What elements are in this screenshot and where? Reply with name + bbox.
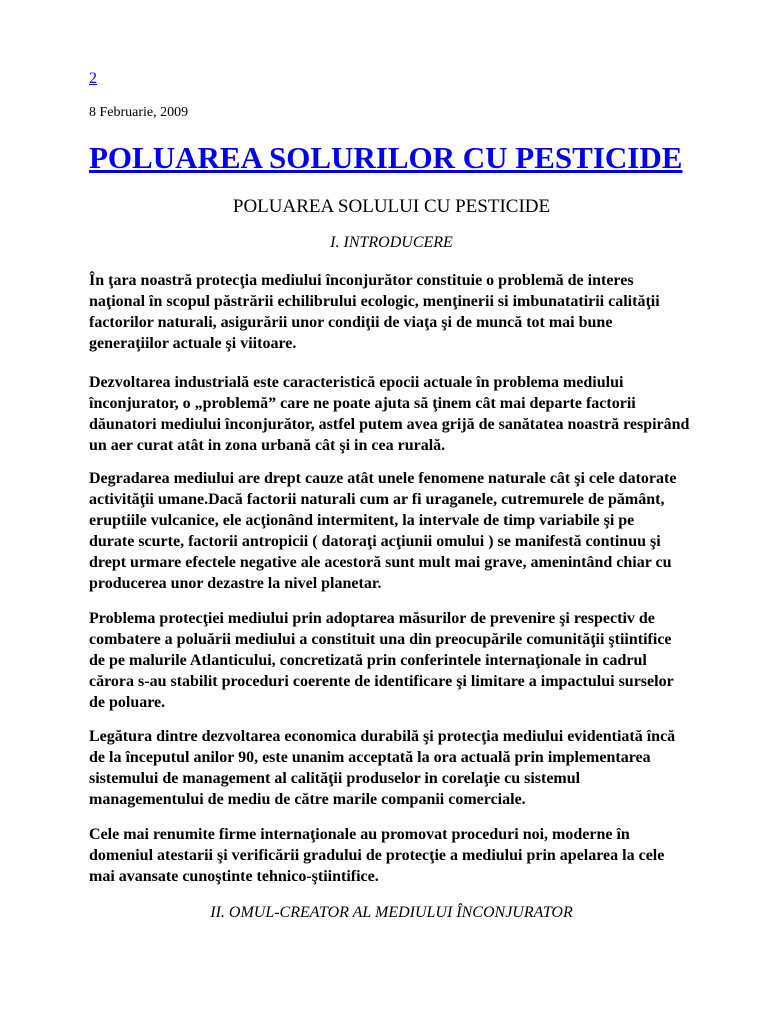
paragraph-5: [89, 726, 729, 810]
page-title[interactable]: POLUAREA SOLURILOR CU PESTICIDE: [89, 140, 683, 175]
paragraph-line: managementului de mediu de către marile companii comerciale.: [89, 791, 526, 808]
paragraph-line: Dezvoltarea industrială este caracteristică epocii actuale în problema mediului: [89, 374, 624, 391]
paragraph-line: domeniul atestarii şi verificării gradului de protecţie a mediului prin apelarea la cele: [89, 847, 665, 864]
section-heading-omul-creator: II. OMUL-CREATOR AL MEDIULUI ÎNCONJURATOR: [210, 904, 573, 921]
paragraph-line: dăunatori mediului înconjurător, astfel putem avea grijă de sanătatea noastră respirând: [89, 416, 690, 433]
paragraph-1: [89, 270, 729, 354]
paragraph-line: generaţiilor actuale şi viitoare.: [89, 335, 297, 352]
paragraph-4: [89, 608, 729, 713]
paragraph-line: Degradarea mediului are drept cauze atât unele fenomene naturale cât şi cele datorate: [89, 470, 677, 487]
paragraph-line: un aer curat atât in zona urbană cât şi in cea rurală.: [89, 437, 446, 454]
paragraph-line: combatere a poluării mediului a constituit una din preocupările comunităţii ştiintifice: [89, 631, 672, 648]
paragraph-6: [89, 824, 729, 887]
paragraph-2: [89, 372, 729, 456]
document-subtitle: POLUAREA SOLULUI CU PESTICIDE: [232, 196, 551, 217]
paragraph-line: sistemului de management al calităţii produselor in corelaţie cu sistemul: [89, 770, 581, 787]
paragraph-line: durate scurte, factorii antropicii ( datoraţi acţiunii omului ) se manifestă continuu şi: [89, 533, 661, 550]
paragraph-line: activităţii umane.Dacă factorii naturali cum ar fi uraganele, cutremurele de pământ,: [89, 491, 665, 508]
paragraph-line: Problema protecţiei mediului prin adoptarea măsurilor de prevenire şi respectiv de: [89, 610, 655, 627]
paragraph-line: factorilor naturali, asigurării unor condiţii de viaţa şi de muncă tot mai bune: [89, 314, 613, 331]
paragraph-line: naţional în scopul păstrării echilibrului ecologic, menţinerii si imbunatatirii calităţii: [89, 293, 660, 310]
paragraph-line: cărora s-au stabilit proceduri coerente de identificare şi limitare a impactului surselor: [89, 673, 674, 690]
paragraph-line: Cele mai renumite firme internaţionale au promovat proceduri noi, moderne în: [89, 826, 630, 843]
paragraph-line: În ţara noastră protecţia mediului înconjurător constituie o problemă de interes: [89, 272, 634, 289]
paragraph-3: [89, 468, 729, 594]
paragraph-line: de pe malurile Atlanticului, concretizată prin conferintele internaţionale in cadrul: [89, 652, 647, 669]
paragraph-line: eruptiile vulcanice, ele acţionând intermitent, la intervale de timp variabile şi pe: [89, 512, 635, 529]
page-number-link[interactable]: 2: [89, 70, 97, 87]
paragraph-line: înconjurator, o „problemă” care ne poate ajuta să ţinem cât mai departe factorii: [89, 395, 636, 412]
paragraph-line: producerea unor dezastre la nivel planetar.: [89, 575, 382, 592]
publish-date: 8 Februarie, 2009: [89, 105, 189, 120]
paragraph-line: mai avansate cunoştinte tehnico-ştiintifice.: [89, 868, 379, 885]
paragraph-line: de poluare.: [89, 694, 166, 711]
paragraph-line: de la începutul anilor 90, este unanim acceptată la ora actuală prin implementarea: [89, 749, 651, 766]
paragraph-line: drept urmare efectele negative ale acestoră sunt mult mai grave, amenintând chiar cu: [89, 554, 672, 571]
paragraph-line: Legătura dintre dezvoltarea economica durabilă şi protecţia mediului evidentiată încă: [89, 728, 676, 745]
section-heading-introduction: I. INTRODUCERE: [330, 234, 453, 251]
